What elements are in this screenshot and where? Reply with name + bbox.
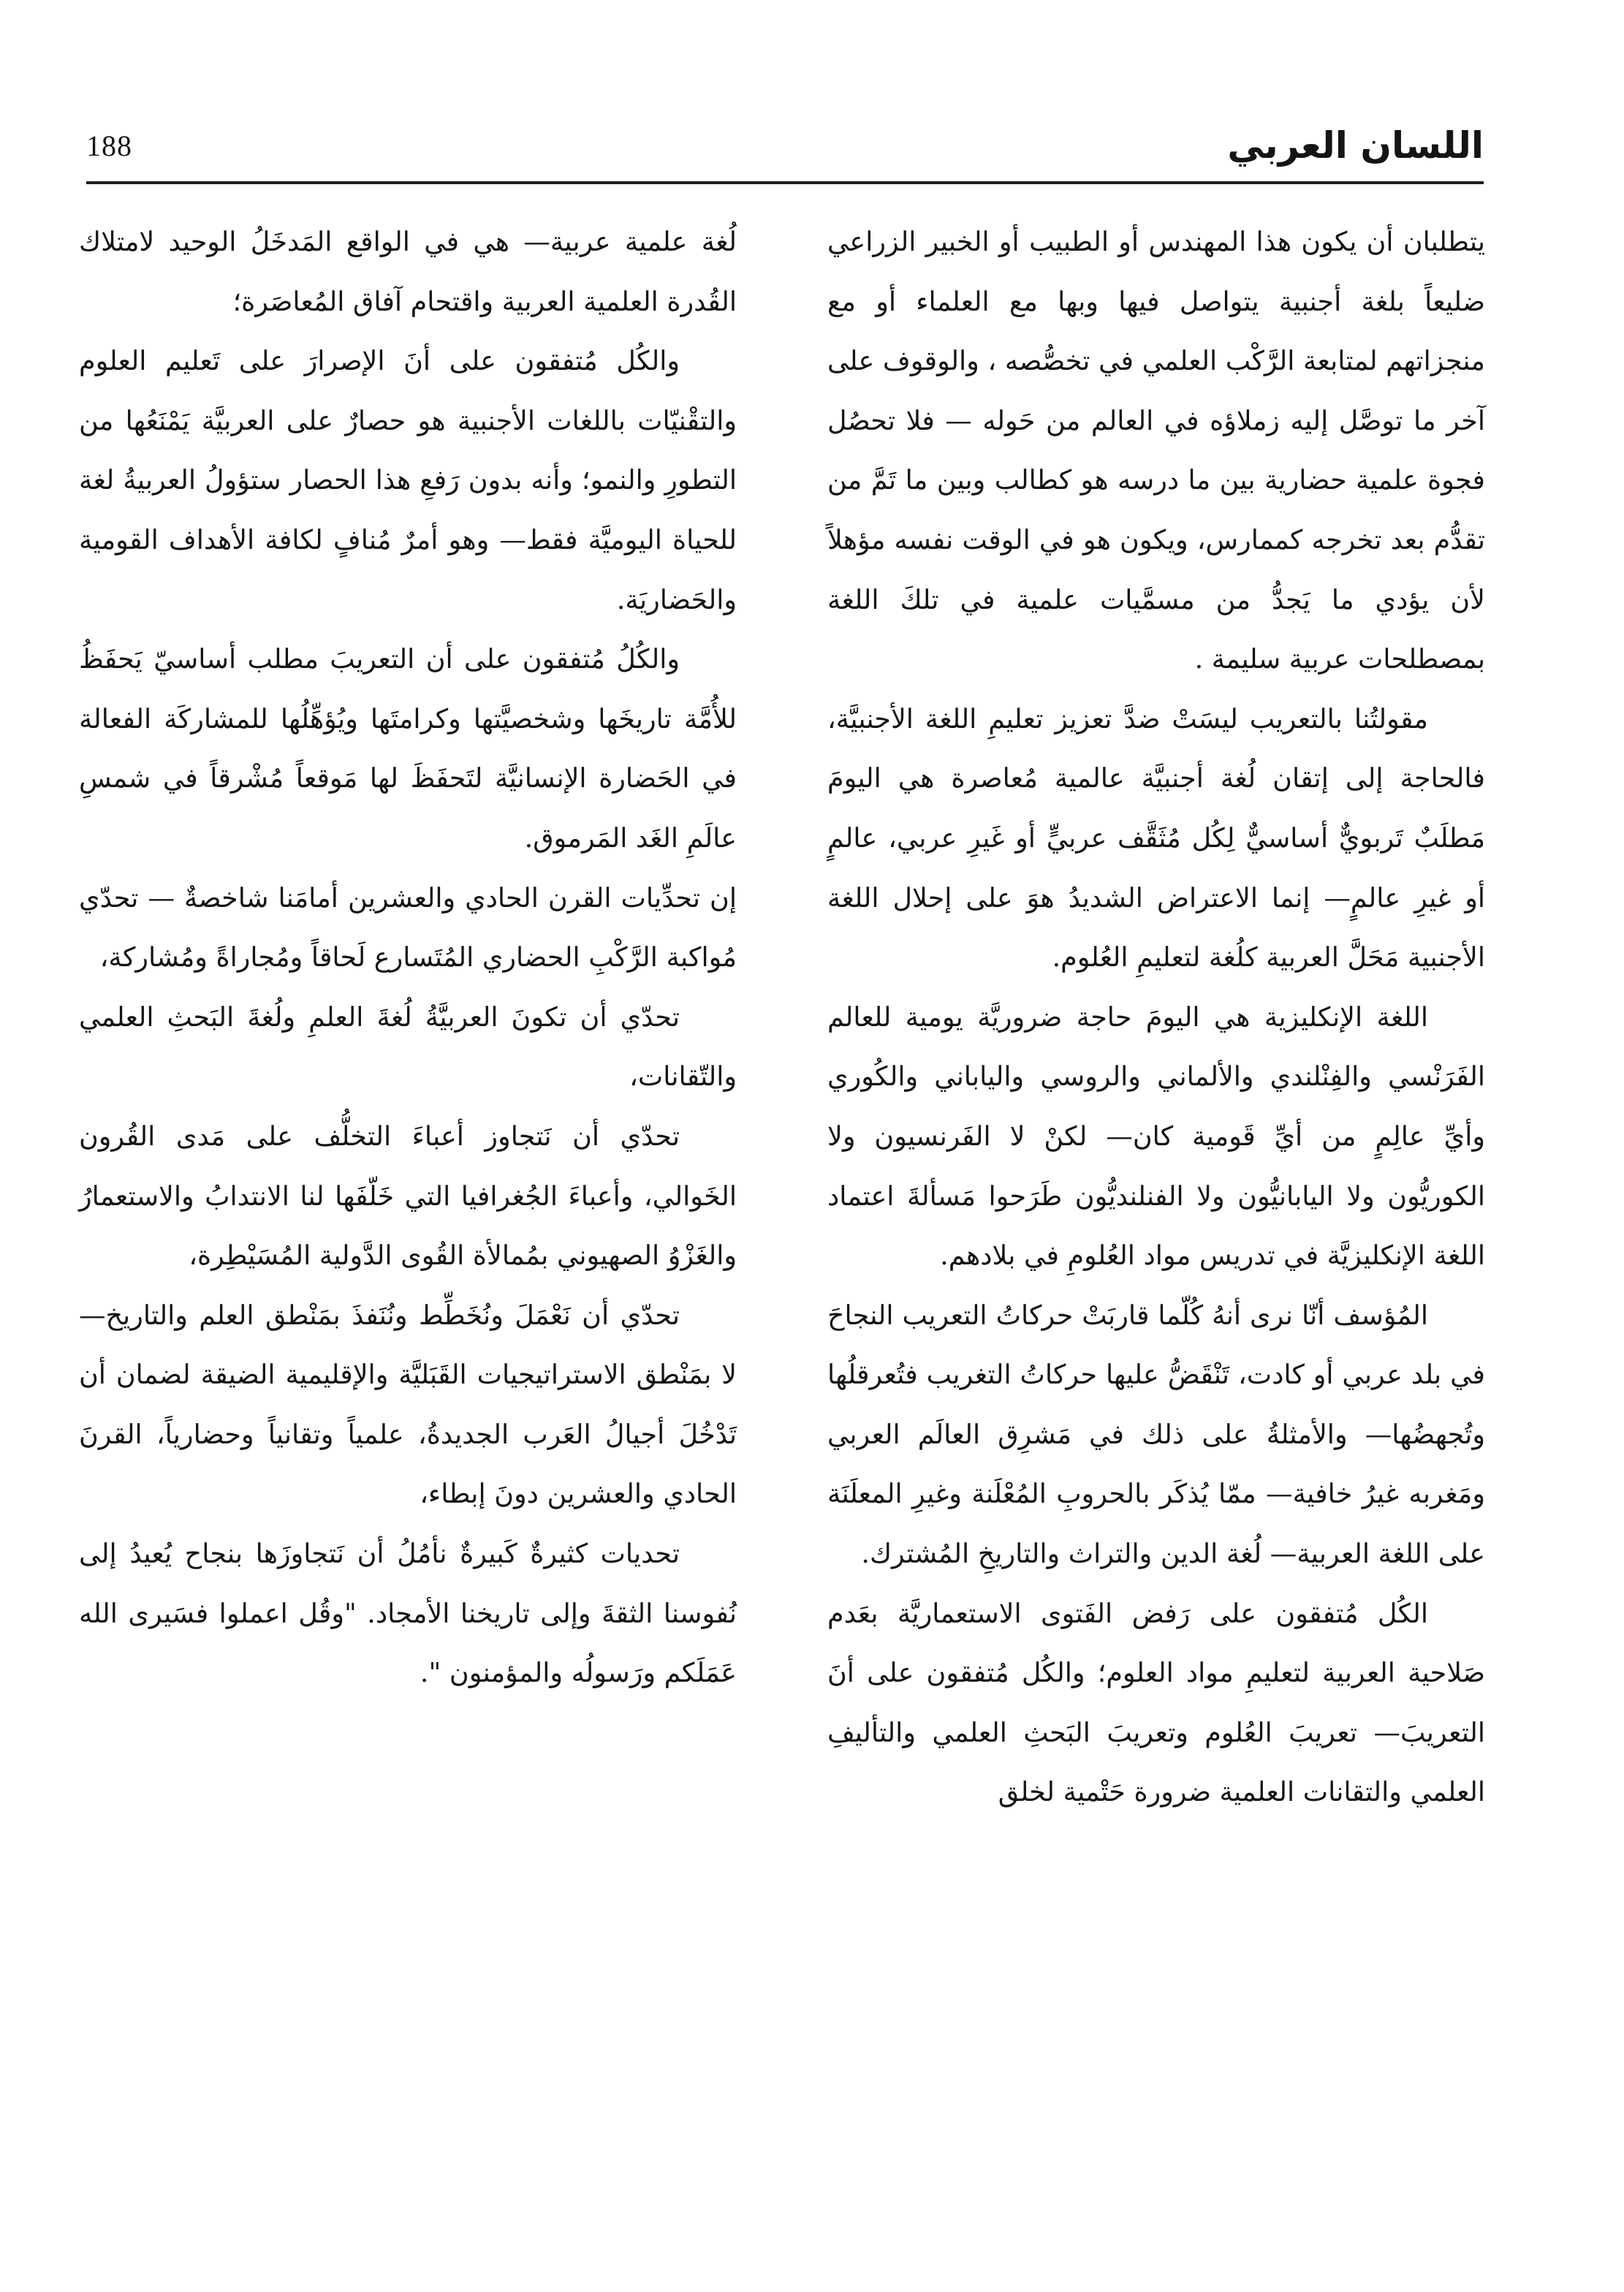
journal-title-logo: اللسان العربي bbox=[1227, 124, 1484, 167]
right-column bbox=[827, 212, 1485, 1822]
paragraph: إن تحدِّيات القرن الحادي والعشرين أمامَنا شاخصةٌ — تحدّي مُواكبة الرَّكْبِ الحضاري المُتَسارع لَحاقاً ومُجاراةً ومُشاركة، bbox=[79, 881, 737, 974]
header-rule bbox=[86, 181, 1484, 184]
paragraph: والكُل مُتفقون على أنَ الإصرارَ على تَعليم العلوم والتقْنيّات باللغات الأجنبية هو حصارٌ على العربيَّة يَمْنَعُها من التطورِ والنمو؛ وأنه بدون رَفعِ هذا الحصار ستؤولُ العربيةُ لغة للحياة اليوميَّة فقط— وهو أمرٌ مُنافٍ لكافة الأهداف القومية والحَضاريَة. bbox=[79, 345, 737, 615]
paragraph: تحدّي أن تكونَ العربيَّةُ لُغةَ العلمِ ولُغةَ البَحثِ العلمي والتّقانات، bbox=[79, 1001, 737, 1093]
paragraph: اللغة الإنكليزية هي اليومَ حاجة ضروريَّة يومية للعالم الفَرَنْسي والفِنْلندي والألماني والروسي والياباني والكُوري وأيِّ عالِمٍ من أيِّ قَومية كان— لكنْ لا الفَرنسيون ولا الكوريُّون ولا اليابانيُّون ولا الفنلنديُّون طَرَحوا مَسألةَ اعتماد اللغة الإنكليزيَّة في تدريس مواد العُلومِ في بلادهم. bbox=[827, 1001, 1485, 1272]
left-column bbox=[79, 212, 737, 1703]
paragraph: تحدّي أن نَتجاوز أعباءَ التخلُّف على مَدى القُرون الخَوالي، وأعباءَ الجُغرافيا التي خَلّفَها لنا الانتدابُ والاستعمارُ والغَزْوُ الصهيوني بمُمالأة القُوى الدَّولية المُسَيْطِرة، bbox=[79, 1120, 737, 1272]
paragraph: يتطلبان أن يكون هذا المهندس أو الطبيب أو الخبير الزراعي ضليعاً بلغة أجنبية يتواصل فيها وبها مع العلماء أو مع منجزاتهم لمتابعة الرَّكْب العلمي في تخصُّصه ، والوقوف على آخر ما توصَّل إليه زملاؤه في العالم من حَوله — فلا تحصُل فجوة علمية حضارية بين ما درسه هو كطالب وبين ما تَمَّ من تقدُّم بعد تخرجه كممارس، ويكون هو في الوقت نفسه مؤهلاً لأن يؤدي ما يَجدُّ من مسمَّيات علمية في تلكَ اللغة بمصطلحات عربية سليمة . bbox=[827, 226, 1485, 675]
paragraph: تحدّي أن نَعْمَلَ ونُخَطِّط ونُنَفذَ بمَنْطق العلم والتاريخ— لا بمَنْطق الاستراتيجيات القَبَليَّة والإقليمية الضيقة لضمان أن تَدْخُلَ أجيالُ العَرب الجديدةُ، علمياً وتقانياً وحضارياً، القرنَ الحادي والعشرين دونَ إبطاء، bbox=[79, 1299, 737, 1510]
paragraph: لُغة علمية عربية— هي في الواقع المَدخَلُ الوحيد لامتلاك القُدرة العلمية العربية واقتحام آفاق المُعاصَرة؛ bbox=[79, 226, 737, 317]
paragraph: المُؤسف أنّا نرى أنهُ كُلّما قاربَتْ حركاتُ التعريب النجاحَ في بلد عربي أو كادت، تَنْقَضُّ عليها حركاتُ التغريب فتُعرقلُها وتُجهضُها— والأمثلةُ على ذلك في مَشرِق العالَم العربي ومَغربه غيرُ خافية— ممّا يُذكَر بالحروبِ المُعْلَنة وغيرِ المعلَنَة على اللغة العربية— لُغة الدين والتراث والتاريخِ المُشترك. bbox=[827, 1299, 1485, 1570]
page-number: 188 bbox=[86, 129, 132, 162]
paragraph: الكُل مُتفقون على رَفض الفَتوى الاستعماريَّة بعَدم صَلاحية العربية لتعليمِ مواد العلوم؛ والكُل مُتفقون على أنَ التعريبَ— تعريبَ العُلوم وتعريبَ البَحثِ العلمي والتأليفِ العلمي والتقانات العلمية ضرورة حَتْمية لخلق bbox=[827, 1597, 1485, 1808]
paragraph: تحديات كثيرةٌ كَبيرةٌ نأمُلُ أن نَتجاوزَها بنجاح يُعيدُ إلى نُفوسنا الثقةَ وإلى تاريخنا الأمجاد. "وقُل اعملوا فسَيرى الله عَمَلَكم ورَسولُه والمؤمنون ". bbox=[79, 1538, 737, 1689]
paragraph: والكُلُ مُتفقون على أن التعريبَ مطلب أساسيّ يَحفَظُ للأُمَّة تاريخَها وشخصيَّتها وكرامتَها ويُؤهِّلُها للمشاركَة الفعالة في الحَضارة الإنسانيَّة لتَحفَظَ لها مَوقعاً مُشْرقاً في شمسِ عالَمِ الغَد المَرموق. bbox=[79, 643, 737, 854]
paragraph: مقولتُنا بالتعريب ليسَتْ ضدَّ تعزيز تعليمِ اللغة الأجنبيَّة، فالحاجة إلى إتقان لُغة أجنبيَّة عالمية مُعاصرة هي اليومَ مَطلَبٌ تَربويٌّ أساسيٌّ لِكُل مُثَقَّف عربيٍّ أو غَيرِ عربي، عالمٍ أو غيرِ عالمٍ— إنما الاعتراض الشديدُ هوَ على إحلال اللغة الأجنبية مَحَلَّ العربية كلُغة لتعليمِ العُلوم. bbox=[827, 702, 1485, 974]
page-header bbox=[86, 124, 1484, 180]
